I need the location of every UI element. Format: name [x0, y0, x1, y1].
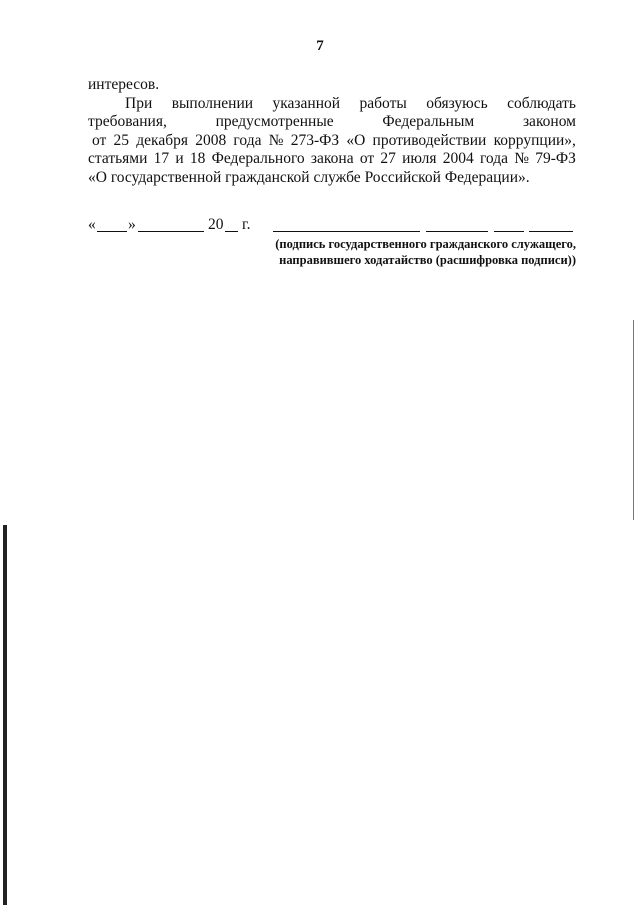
word: № — [514, 150, 530, 167]
word: работы — [359, 94, 407, 112]
word: коррупции», — [493, 131, 576, 149]
word: 27 — [380, 150, 396, 167]
year-suffix: г. — [242, 216, 251, 233]
day-blank — [97, 216, 127, 232]
paragraph-line-1 — [88, 76, 576, 95]
month-blank — [138, 216, 204, 232]
obligation-paragraph — [88, 76, 576, 187]
word: 79-ФЗ — [535, 150, 576, 167]
signature-caption — [275, 236, 576, 268]
word: 25 — [113, 131, 130, 149]
word: года — [233, 131, 262, 149]
word: противодействии — [372, 131, 487, 149]
word: статьями — [88, 150, 148, 167]
scan-edge-mark — [633, 320, 634, 520]
year-blank — [225, 216, 238, 232]
word: 17 — [153, 150, 170, 167]
word: «О — [346, 131, 366, 149]
word: Федеральным — [382, 113, 475, 130]
signature-line — [426, 216, 488, 232]
word: интересов. — [88, 76, 160, 93]
word: от — [359, 150, 375, 167]
word: № — [268, 131, 284, 149]
paragraph-line-3 — [88, 113, 576, 132]
paragraph-line-5 — [88, 150, 576, 169]
word: предусмотренные — [215, 113, 334, 130]
signature-line — [529, 216, 573, 232]
word: обязуюсь — [426, 94, 488, 112]
word: соблюдать — [507, 94, 576, 112]
paragraph-line-6 — [88, 169, 576, 188]
word: июля — [402, 150, 437, 167]
year-prefix: 20 — [208, 216, 224, 233]
date-close-quote: » — [128, 216, 136, 233]
caption-line-2: направившего ходатайство (расшифровка подписи)) — [279, 253, 576, 267]
word: от — [92, 131, 107, 149]
word: 18 — [189, 150, 206, 167]
word: и — [175, 150, 184, 167]
signature-line — [494, 216, 524, 232]
signature-line — [273, 216, 420, 232]
word: закона — [310, 150, 354, 167]
word: 2004 — [442, 150, 474, 167]
paragraph-line-2 — [88, 95, 576, 114]
word: 2008 — [195, 131, 227, 149]
word: 273-ФЗ — [290, 131, 340, 149]
word: указанной — [272, 94, 341, 112]
caption-line-1: (подпись государственного гражданского служащего, — [275, 237, 576, 251]
word: требования, — [88, 113, 167, 130]
signature-row — [88, 216, 576, 236]
page-number: 7 — [316, 38, 324, 54]
word: законом — [522, 113, 576, 130]
word: декабря — [136, 131, 188, 149]
paragraph-line-4 — [88, 132, 576, 151]
date-open-quote: « — [88, 216, 96, 233]
word: выполнении — [171, 94, 254, 112]
word: «О государственной гражданской службе Российской Федерации». — [88, 168, 530, 186]
word: года — [479, 150, 508, 167]
word: Федерального — [211, 150, 305, 167]
word: При — [125, 94, 153, 112]
scan-edge-mark — [3, 525, 7, 905]
